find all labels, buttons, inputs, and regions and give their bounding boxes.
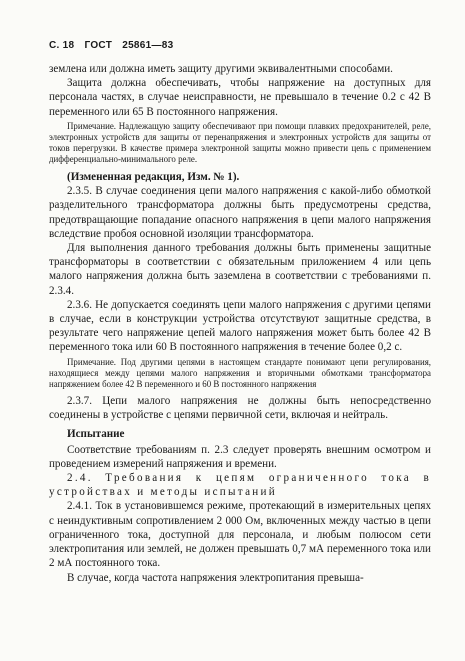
clause-2-3-6: 2.3.6. Не допускается соединять цепи малого напряжения с другими цепями в случае, если в конструкции устройства отсутствуют защитные средства, в результате чего напряжение цепей малого напряжения может быть более 42 В переменного тока или 60 В постоянного напряжения в течение более 0,2 с. xyxy=(49,298,431,354)
page-header xyxy=(49,40,181,51)
note-other-circuits: Примечание. Под другими цепями в настоящем стандарте понимают цепи регулирования, находящиеся между цепями малого напряжения и вторичными обмотками трансформатора напряжением более 42 В переменного и 60 В постоянного напряжения xyxy=(49,356,431,390)
clause-2-4-title: 2.4. Требования к цепям ограниченного тока в устройствах и методы испытаний xyxy=(49,472,431,499)
page-content xyxy=(49,62,431,585)
page-number: С. 18 xyxy=(49,40,75,51)
paragraph-last-line: В случае, когда частота напряжения электропитания превыша- xyxy=(67,571,364,584)
paragraph-protection: Защита должна обеспечивать, чтобы напряжение на доступных для персонала частях, в случае неисправности, не превышало в течение 0.2 с 42 В переменного или 65 В постоянного напряжения. xyxy=(49,77,431,118)
note-protection: Примечание. Надлежащую защиту обеспечивают при помощи плавких предохранителей, реле, электронных устройств для защиты от перенапряжения и электронных устройств для защиты от токов перегрузки. В качестве примера электронной защиты можно привести цепь с применением дифференциально-минимального реле. xyxy=(49,120,431,165)
clause-2-3-5: 2.3.5. В случае соединения цепи малого напряжения с какой-либо обмоткой разделительного трансформатора должны быть предусмотрены средства, предотвращающие попадание опасного напряжения в цепи малого напряжения вследствие пробоя основной изоляции трансформатора. xyxy=(49,185,431,240)
clause-2-4-1: 2.4.1. Ток в установившемся режиме, протекающий в измерительных цепях с неиндуктивным сопротивлением 2 000 Ом, включенных между частью в цепи ограниченного тока, доступной для персонала, и любым полюсом сети электропитания или землей, не должен превышать 0,7 мА переменного тока или 2 мА постоянного тока. xyxy=(49,500,431,570)
paragraph-continued: землена или должна иметь защиту другими эквивалентными способами. xyxy=(49,63,393,75)
amendment-note: (Измененная редакция, Изм. № 1). xyxy=(67,170,240,183)
section-heading-test: Испытание xyxy=(67,427,125,440)
clause-2-3-7: 2.3.7. Цепи малого напряжения не должны быть непосредственно соединены в устройстве с цепями первичной сети, включая и нейтраль. xyxy=(49,395,431,422)
clause-2-3-5-requirement: Для выполнения данного требования должны быть применены защитные трансформаторы в соответствии с обязательным приложением 4 или цепь малого напряжения должна быть заземлена в соответствии с требованиями п. 2.3.4. xyxy=(49,242,431,297)
standard-code: 25861—83 xyxy=(122,40,174,51)
standard-label: ГОСТ xyxy=(84,40,113,51)
paragraph-test-compliance: Соответствие требованиям п. 2.3 следует проверять внешним осмотром и проведением измерений напряжения и времени. xyxy=(49,443,431,470)
